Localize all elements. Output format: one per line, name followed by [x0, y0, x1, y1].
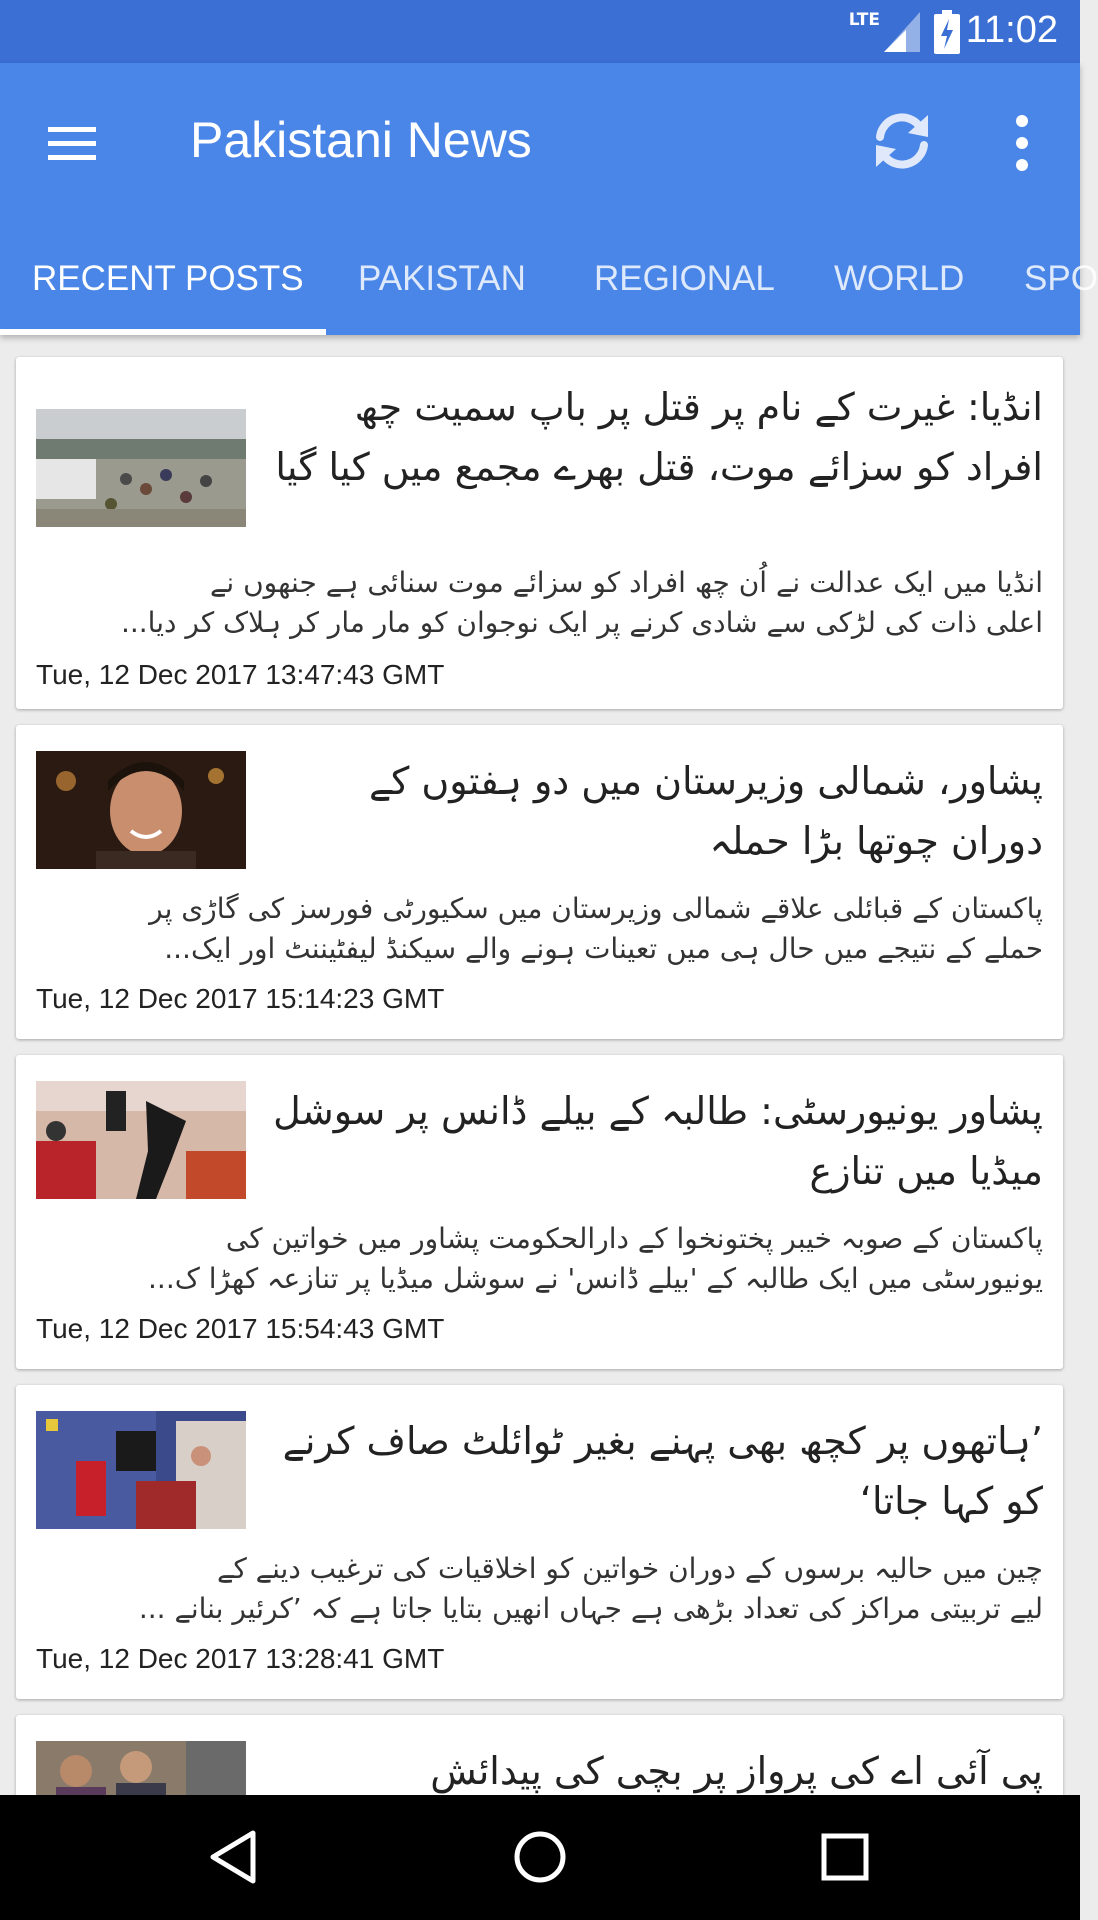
post-summary	[36, 1219, 1043, 1299]
summary-line: لیے تربیتی مراکز کی تعداد بڑھی ہے جہاں انھیں بتایا جاتا ہے کہ ’کرئیر بنانے ...	[138, 1592, 1043, 1625]
post-thumbnail	[36, 751, 246, 869]
summary-line: انڈیا میں ایک عدالت نے اُن چھ افراد کو سزائے موت سنائی ہے جنھوں نے	[210, 566, 1043, 599]
post-date: Tue, 12 Dec 2017 15:54:43 GMT	[36, 1313, 445, 1344]
summary-line: پاکستان کے صوبہ خیبر پختونخوا کے دارالحکومت پشاور میں خواتین کی	[225, 1222, 1043, 1255]
clock: 11:02	[965, 9, 1058, 51]
signal-icon	[884, 12, 920, 52]
post-headline[interactable]: پشاور یونیورسٹی: طالبہ کے بیلے ڈانس پر سوشل میڈیا میں تنازع	[273, 1089, 1043, 1193]
news-card[interactable]	[16, 1385, 1063, 1699]
post-thumbnail	[36, 409, 246, 527]
battery-charging-icon	[934, 10, 960, 54]
post-date: Tue, 12 Dec 2017 13:47:43 GMT	[36, 659, 445, 690]
summary-line: اعلی ذات کی لڑکی سے شادی کرنے پر ایک نوجوان کو مار مار کر ہلاک کر دیا...	[120, 606, 1043, 639]
news-card[interactable]	[16, 725, 1063, 1039]
post-headline[interactable]: انڈیا: غیرت کے نام پر قتل پر باپ سمیت چھ افراد کو سزائے موت، قتل بھرے مجمع میں کیا گیا	[275, 385, 1043, 489]
post-date: Tue, 12 Dec 2017 13:28:41 GMT	[36, 1643, 445, 1674]
post-headline[interactable]: پی آئی اے کی پرواز پر بچی کی پیدائش	[430, 1749, 1043, 1793]
navigation-bar	[0, 1795, 1080, 1920]
tab-sports[interactable]: SPO	[1024, 259, 1098, 298]
more-vert-icon[interactable]	[1000, 107, 1044, 179]
post-summary	[36, 1549, 1043, 1629]
summary-line: حملے کے نتیجے میں حال ہی میں تعینات ہونے والے سیکنڈ لیفٹیننٹ اور ایک...	[164, 932, 1043, 965]
post-thumbnail	[36, 1081, 246, 1199]
post-headline[interactable]: پشاور، شمالی وزیرستان میں دو ہفتوں کے دوران چوتھا بڑا حملہ	[368, 759, 1043, 863]
summary-line: چین میں حالیہ برسوں کے دوران خواتین کو اخلاقیات کی ترغیب دینے کے	[217, 1552, 1043, 1585]
summary-line: یونیورسٹی میں ایک طالبہ کے 'بیلے ڈانس' نے سوشل میڈیا پر تنازعہ کھڑا ک...	[148, 1262, 1043, 1295]
lte-icon: LTE	[848, 10, 880, 30]
post-summary	[36, 889, 1043, 969]
refresh-icon[interactable]	[866, 105, 938, 177]
tab-bar	[0, 223, 1098, 335]
status-bar	[0, 0, 1080, 63]
back-icon[interactable]	[205, 1827, 265, 1887]
news-feed[interactable]	[0, 335, 1080, 1795]
news-card[interactable]	[16, 357, 1063, 709]
app-title: Pakistani News	[190, 112, 532, 168]
post-thumbnail	[36, 1411, 246, 1529]
menu-icon[interactable]	[44, 115, 100, 171]
home-icon[interactable]	[510, 1827, 570, 1887]
post-summary	[36, 563, 1043, 643]
app-bar	[0, 63, 1098, 335]
tab-recent-posts[interactable]: RECENT POSTS	[32, 259, 304, 298]
tab-pakistan[interactable]: PAKISTAN	[358, 259, 526, 298]
tab-regional[interactable]: REGIONAL	[594, 259, 775, 298]
summary-line: پاکستان کے قبائلی علاقے شمالی وزیرستان میں سکیورٹی فورسز کی گاڑی پر	[149, 892, 1043, 925]
post-date: Tue, 12 Dec 2017 15:14:23 GMT	[36, 983, 445, 1014]
post-headline[interactable]: ’ہاتھوں پر کچھ بھی پہنے بغیر ٹوائلٹ صاف کرنے کو کہا جاتا‘	[282, 1419, 1043, 1523]
recents-icon[interactable]	[815, 1827, 875, 1887]
tab-world[interactable]: WORLD	[834, 259, 965, 298]
news-card[interactable]	[16, 1055, 1063, 1369]
